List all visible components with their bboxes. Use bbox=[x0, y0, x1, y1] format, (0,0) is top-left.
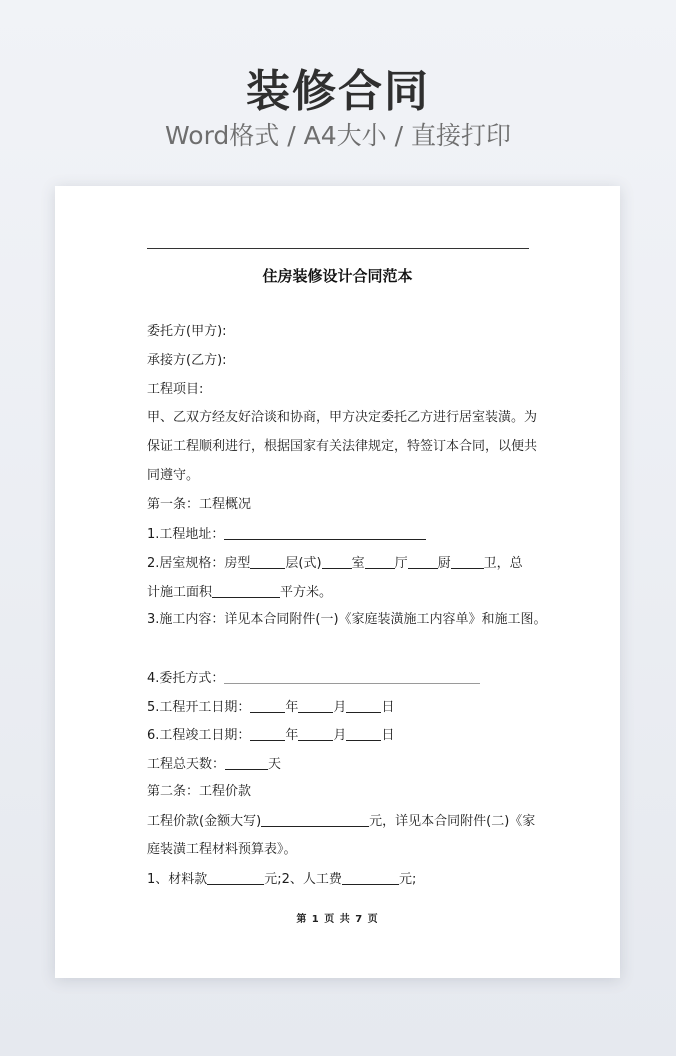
intro-text: 同遵守。 bbox=[147, 468, 200, 483]
hall-label: 厅 bbox=[394, 556, 408, 571]
page-subtitle: Word格式 / A4大小 / 直接打印 bbox=[165, 121, 511, 150]
days-unit: 天 bbox=[268, 757, 282, 772]
end-month-field[interactable] bbox=[298, 725, 333, 741]
room-type-field[interactable] bbox=[250, 553, 285, 569]
labor-label: 元;2、人工费 bbox=[264, 872, 342, 887]
address-label: 1.工程地址： bbox=[147, 527, 225, 542]
price-field[interactable] bbox=[261, 811, 369, 827]
start-date-label: 5.工程开工日期： bbox=[147, 700, 251, 715]
intro-line-1 bbox=[147, 408, 547, 428]
floor-field[interactable] bbox=[322, 553, 352, 569]
contractor-label: 承接方(乙方): bbox=[147, 353, 227, 368]
mode-line bbox=[147, 668, 547, 689]
article-2-heading bbox=[147, 782, 547, 802]
area-field[interactable] bbox=[212, 582, 280, 598]
article-1-heading bbox=[147, 495, 547, 515]
page-number: 第 1 页 共 7 页 bbox=[296, 914, 379, 925]
intro-text: 保证工程顺利进行，根据国家有关法律规定，特签订本合同，以便共 bbox=[147, 439, 538, 454]
address-line bbox=[147, 524, 547, 545]
header-rule bbox=[147, 248, 529, 249]
intro-line-3 bbox=[147, 466, 547, 486]
price-line-2 bbox=[147, 840, 547, 860]
day-label: 日 bbox=[381, 700, 395, 715]
principal-label: 委托方(甲方): bbox=[147, 324, 227, 339]
content-text: 3.施工内容：详见本合同附件(一)《家庭装潢施工内容单》和施工图。 bbox=[147, 612, 547, 627]
year-label: 年 bbox=[285, 700, 299, 715]
total-days-label: 工程总天数： bbox=[147, 757, 226, 772]
end-date-label: 6.工程竣工日期： bbox=[147, 728, 251, 743]
price-line bbox=[147, 811, 547, 832]
total-days-field[interactable] bbox=[225, 754, 268, 770]
address-field[interactable] bbox=[224, 524, 426, 540]
room-type-label: 2.居室规格：房型 bbox=[147, 556, 251, 571]
material-field[interactable] bbox=[207, 869, 264, 885]
article-heading-text: 第一条：工程概况 bbox=[147, 497, 252, 512]
page-title: 装修合同 bbox=[246, 66, 430, 117]
document-title: 住房装修设计合同范本 bbox=[262, 267, 413, 285]
start-year-field[interactable] bbox=[250, 697, 285, 713]
area-label: 计施工面积 bbox=[147, 585, 213, 600]
article-heading-text: 第二条：工程价款 bbox=[147, 784, 252, 799]
price-rest: 元，详见本合同附件(二)《家 bbox=[369, 814, 536, 829]
end-day-field[interactable] bbox=[346, 725, 381, 741]
start-day-field[interactable] bbox=[346, 697, 381, 713]
kitchen-field[interactable] bbox=[451, 553, 484, 569]
intro-text: 甲、乙双方经友好洽谈和协商，甲方决定委托乙方进行居室装潢。为 bbox=[147, 410, 538, 425]
hall-field[interactable] bbox=[408, 553, 438, 569]
material-label: 1、材料款 bbox=[147, 872, 208, 887]
labor-field[interactable] bbox=[342, 869, 399, 885]
room-spec-line bbox=[147, 553, 547, 574]
intro-line-2 bbox=[147, 437, 547, 457]
principal-line bbox=[147, 322, 547, 342]
mode-label: 4.委托方式： bbox=[147, 671, 225, 686]
floor-label: 层(式) bbox=[285, 556, 322, 571]
project-line bbox=[147, 380, 547, 400]
total-days-line bbox=[147, 754, 547, 775]
price-label: 工程价款(金额大写) bbox=[147, 814, 262, 829]
end-date-line bbox=[147, 725, 547, 746]
labor-end: 元; bbox=[398, 872, 417, 887]
cost-breakdown-line bbox=[147, 869, 547, 890]
month-label: 月 bbox=[333, 700, 347, 715]
area-unit: 平方米。 bbox=[280, 585, 333, 600]
room-label: 室 bbox=[351, 556, 365, 571]
document-page bbox=[55, 186, 620, 978]
end-year-field[interactable] bbox=[250, 725, 285, 741]
start-date-line bbox=[147, 697, 547, 718]
start-month-field[interactable] bbox=[298, 697, 333, 713]
year-label: 年 bbox=[285, 728, 299, 743]
kitchen-label: 厨 bbox=[437, 556, 451, 571]
mode-field[interactable] bbox=[224, 668, 480, 684]
content-line bbox=[147, 610, 547, 630]
day-label: 日 bbox=[381, 728, 395, 743]
month-label: 月 bbox=[333, 728, 347, 743]
bath-label: 卫，总 bbox=[483, 556, 523, 571]
room-field[interactable] bbox=[365, 553, 395, 569]
area-line bbox=[147, 582, 547, 603]
price-text: 庭装潢工程材料预算表》。 bbox=[147, 842, 297, 857]
project-label: 工程项目: bbox=[147, 382, 204, 397]
contractor-line bbox=[147, 351, 547, 371]
